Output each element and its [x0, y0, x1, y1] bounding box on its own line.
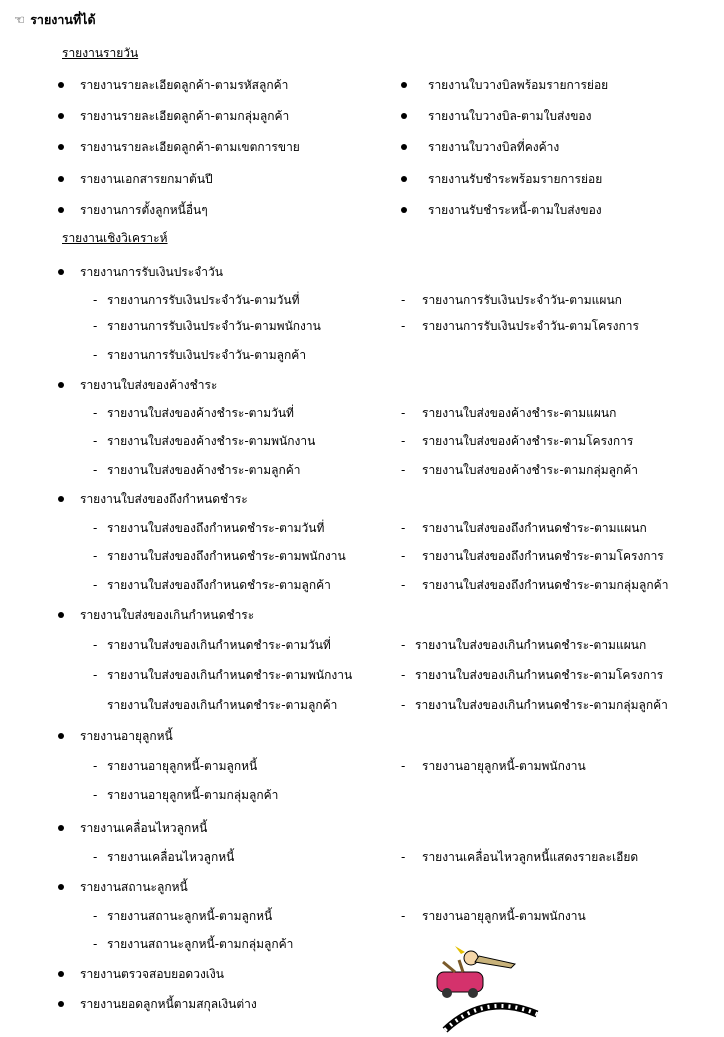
bullet-icon [58, 825, 64, 831]
analytic-report-item: รายงานการรับเงินประจำวัน-ตามลูกค้า [107, 348, 307, 362]
dash-marker: - [401, 909, 406, 923]
dash-marker: - [401, 549, 406, 563]
dash-marker: - [93, 638, 98, 652]
daily-report-item: รายงานเอกสารยกมาต้นปี [80, 172, 213, 186]
section-heading-analytical: รายงานเชิงวิเคราะห์ [62, 231, 168, 245]
dash-marker: - [93, 909, 98, 923]
daily-report-item: รายงานรายละเอียดลูกค้า-ตามรหัสลูกค้า [80, 78, 289, 92]
analytic-report-item: รายงานใบส่งของเกินกำหนดชำระ-ตามลูกค้า [107, 698, 338, 712]
bullet-icon [58, 113, 64, 119]
analytic-report-item: รายงานใบส่งของเกินกำหนดชำระ-ตามแผนก [415, 638, 647, 652]
analytic-group-label: รายงานใบส่งของเกินกำหนดชำระ [80, 608, 255, 622]
dash-marker: - [401, 668, 406, 682]
dash-marker: - [93, 759, 98, 773]
analytic-report-item: รายงานใบส่งของค้างชำระ-ตามแผนก [422, 406, 617, 420]
bullet-icon [401, 113, 407, 119]
dash-marker: - [93, 319, 98, 333]
dash-marker: - [93, 348, 98, 362]
analytic-group-label: รายงานเคลื่อนไหวลูกหนี้ [80, 821, 208, 835]
analytic-report-item: รายงานอายุลูกหนี้-ตามพนักงาน [422, 759, 586, 773]
analytic-report-item: รายงานเคลื่อนไหวลูกหนี้แสดงรายละเอียด [422, 850, 639, 864]
bullet-icon [58, 612, 64, 618]
analytic-report-item: รายงานใบส่งของค้างชำระ-ตามกลุ่มลูกค้า [422, 463, 639, 477]
daily-report-item: รายงานรับชำระหนี้-ตามใบส่งของ [428, 203, 602, 217]
dash-marker: - [401, 293, 406, 307]
dash-marker: - [93, 549, 98, 563]
analytic-report-item: รายงานการรับเงินประจำวัน-ตามแผนก [422, 293, 622, 307]
bullet-icon [58, 207, 64, 213]
daily-report-item: รายงานใบวางบิลที่คงค้าง [428, 140, 560, 154]
dash-marker: - [401, 463, 406, 477]
analytic-report-item: รายงานใบส่งของถึงกำหนดชำระ-ตามลูกค้า [107, 578, 331, 592]
bullet-icon [58, 176, 64, 182]
dash-marker: - [93, 406, 98, 420]
analytic-report-item: รายงานสถานะลูกหนี้-ตามกลุ่มลูกค้า [107, 937, 294, 951]
analytic-report-item: รายงานใบส่งของถึงกำหนดชำระ-ตามแผนก [422, 521, 647, 535]
bullet-icon [401, 207, 407, 213]
analytic-report-item: รายงานการรับเงินประจำวัน-ตามโครงการ [422, 319, 639, 333]
daily-report-item: รายงานรายละเอียดลูกค้า-ตามเขตการขาย [80, 140, 300, 154]
dash-marker: - [93, 293, 98, 307]
analytic-group-label: รายงานสถานะลูกหนี้ [80, 880, 188, 894]
analytic-report-item: รายงานอายุลูกหนี้-ตามกลุ่มลูกค้า [107, 788, 279, 802]
analytic-group-label: รายงานยอดลูกหนี้ตามสกุลเงินต่าง [80, 997, 257, 1011]
analytic-report-item: รายงานอายุลูกหนี้-ตามพนักงาน [422, 909, 586, 923]
dash-marker: - [93, 668, 98, 682]
bullet-icon [58, 884, 64, 890]
dash-marker: - [401, 638, 406, 652]
dash-marker: - [93, 788, 98, 802]
bullet-icon [58, 144, 64, 150]
section-heading-daily: รายงานรายวัน [62, 46, 139, 60]
dash-marker: - [93, 434, 98, 448]
bullet-icon [58, 382, 64, 388]
roller-coaster-clipart [415, 942, 545, 1034]
analytic-report-item: รายงานใบส่งของค้างชำระ-ตามพนักงาน [107, 434, 316, 448]
analytic-group-label: รายงานใบส่งของถึงกำหนดชำระ [80, 492, 248, 506]
daily-report-item: รายงานรายละเอียดลูกค้า-ตามกลุ่มลูกค้า [80, 109, 290, 123]
analytic-report-item: รายงานใบส่งของค้างชำระ-ตามโครงการ [422, 434, 634, 448]
dash-marker: - [401, 319, 406, 333]
analytic-report-item: รายงานใบส่งของเกินกำหนดชำระ-ตามโครงการ [415, 668, 664, 682]
dash-marker: - [93, 463, 98, 477]
dash-marker: - [93, 578, 98, 592]
dash-marker: - [401, 578, 406, 592]
daily-report-item: รายงานใบวางบิลพร้อมรายการย่อย [428, 78, 609, 92]
analytic-report-item: รายงานใบส่งของถึงกำหนดชำระ-ตามกลุ่มลูกค้า [422, 578, 669, 592]
analytic-group-label: รายงานตรวจสอบยอดวงเงิน [80, 967, 224, 981]
bullet-icon [58, 269, 64, 275]
analytic-report-item: รายงานใบส่งของค้างชำระ-ตามลูกค้า [107, 463, 301, 477]
bullet-icon [58, 733, 64, 739]
analytic-report-item: รายงานสถานะลูกหนี้-ตามลูกหนี้ [107, 909, 273, 923]
analytic-report-item: รายงานอายุลูกหนี้-ตามลูกหนี้ [107, 759, 258, 773]
analytic-report-item: รายงานใบส่งของถึงกำหนดชำระ-ตามวันที่ [107, 521, 325, 535]
dash-marker: - [93, 850, 98, 864]
dash-marker: - [401, 698, 406, 712]
page-title: ☜ รายงานที่ได้ [14, 12, 96, 27]
bullet-icon [58, 1001, 64, 1007]
dash-marker: - [401, 434, 406, 448]
analytic-report-item: รายงานการรับเงินประจำวัน-ตามวันที่ [107, 293, 300, 307]
dash-marker: - [401, 406, 406, 420]
analytic-report-item: รายงานใบส่งของเกินกำหนดชำระ-ตามกลุ่มลูกค้า [415, 698, 668, 712]
bullet-icon [58, 82, 64, 88]
bullet-icon [58, 971, 64, 977]
dash-marker: - [401, 850, 406, 864]
daily-report-item: รายงานรับชำระพร้อมรายการย่อย [428, 172, 603, 186]
daily-report-item: รายงานการตั้งลูกหนี้อื่นๆ [80, 203, 208, 217]
analytic-group-label: รายงานการรับเงินประจำวัน [80, 265, 223, 279]
analytic-report-item: รายงานใบส่งของเกินกำหนดชำระ-ตามพนักงาน [107, 668, 353, 682]
analytic-report-item: รายงานใบส่งของค้างชำระ-ตามวันที่ [107, 406, 294, 420]
bullet-icon [401, 82, 407, 88]
dash-marker: - [93, 937, 98, 951]
bullet-icon [401, 176, 407, 182]
analytic-report-item: รายงานการรับเงินประจำวัน-ตามพนักงาน [107, 319, 321, 333]
analytic-report-item: รายงานเคลื่อนไหวลูกหนี้ [107, 850, 235, 864]
daily-report-item: รายงานใบวางบิล-ตามใบส่งของ [428, 109, 592, 123]
analytic-report-item: รายงานใบส่งของถึงกำหนดชำระ-ตามพนักงาน [107, 549, 346, 563]
pointing-hand-icon: ☜ [14, 12, 26, 27]
analytic-report-item: รายงานใบส่งของเกินกำหนดชำระ-ตามวันที่ [107, 638, 331, 652]
bullet-icon [58, 496, 64, 502]
dash-marker: - [401, 759, 406, 773]
analytic-group-label: รายงานใบส่งของค้างชำระ [80, 378, 218, 392]
analytic-group-label: รายงานอายุลูกหนี้ [80, 729, 173, 743]
bullet-icon [401, 144, 407, 150]
dash-marker: - [401, 521, 406, 535]
dash-marker: - [93, 521, 98, 535]
analytic-report-item: รายงานใบส่งของถึงกำหนดชำระ-ตามโครงการ [422, 549, 664, 563]
